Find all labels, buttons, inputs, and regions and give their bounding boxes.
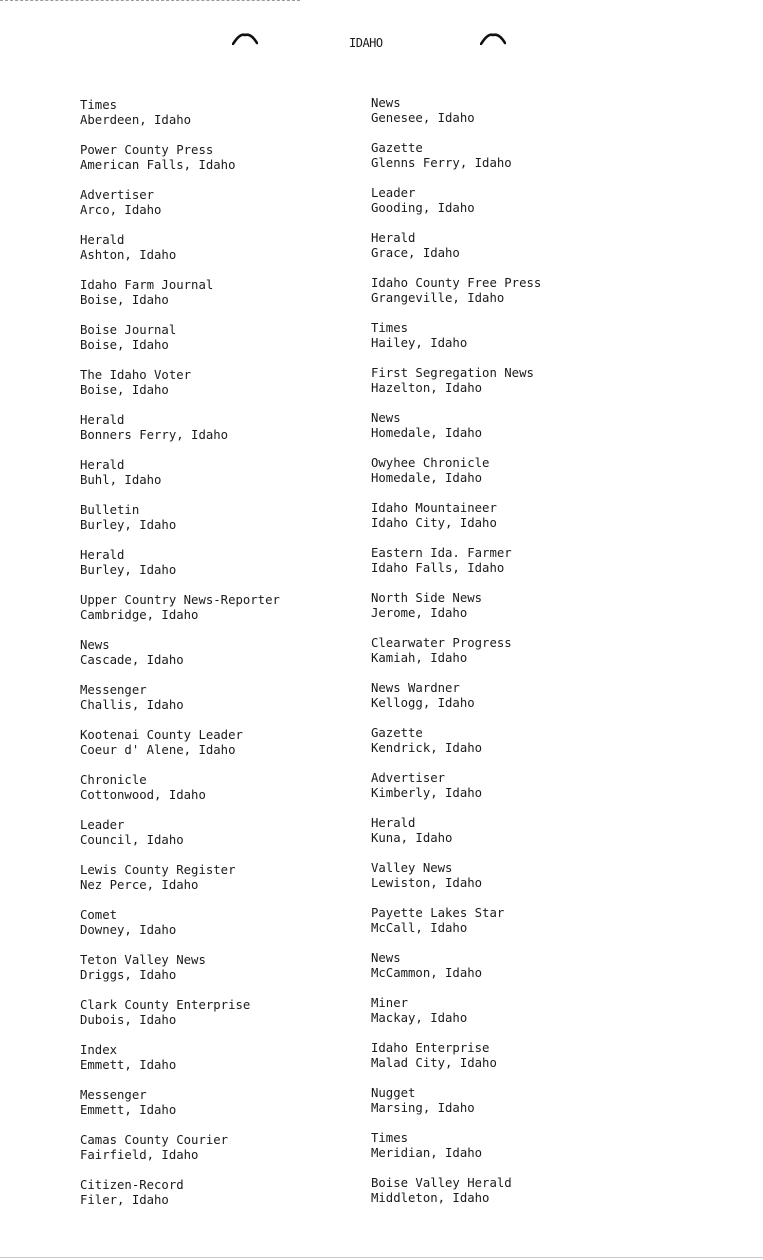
page-title: IDAHO [349,36,383,50]
list-item [371,771,641,816]
list-item [80,413,350,458]
newspaper-location: Council, Idaho [80,833,184,847]
newspaper-name: Camas County Courier [80,1133,229,1147]
list-item [80,683,350,728]
list-item [371,186,641,231]
list-item [80,1043,350,1088]
list-item [80,188,350,233]
newspaper-location: Meridian, Idaho [371,1146,483,1160]
list-item [371,96,641,141]
newspaper-name: Idaho Farm Journal [80,278,214,292]
top-dashed-rule [0,0,300,1]
newspaper-name: Upper Country News-Reporter [80,593,280,607]
list-item [80,98,350,143]
newspaper-location: Fairfield, Idaho [80,1148,199,1162]
newspaper-location: Grangeville, Idaho [371,291,505,305]
newspaper-location: McCall, Idaho [371,921,468,935]
newspaper-name: Advertiser [80,188,155,202]
list-item [371,366,641,411]
newspaper-name: Citizen-Record [80,1178,184,1192]
newspaper-location: Buhl, Idaho [80,473,162,487]
newspaper-name: Idaho County Free Press [371,276,542,290]
list-item [371,231,641,276]
newspaper-location: Dubois, Idaho [80,1013,177,1027]
newspaper-location: Marsing, Idaho [371,1101,475,1115]
newspaper-name: Lewis County Register [80,863,236,877]
list-item [80,863,350,908]
list-item [371,636,641,681]
punch-hole-left-icon [232,33,258,45]
newspaper-name: Herald [80,413,125,427]
newspaper-location: Arco, Idaho [80,203,162,217]
newspaper-name: Nugget [371,1086,416,1100]
newspaper-name: Messenger [80,1088,147,1102]
list-item [80,773,350,818]
list-item [371,861,641,906]
bottom-rule [0,1257,763,1258]
left-column [80,98,350,1223]
newspaper-location: Cottonwood, Idaho [80,788,206,802]
newspaper-location: Nez Perce, Idaho [80,878,199,892]
newspaper-name: Times [80,98,118,112]
newspaper-name: Index [80,1043,118,1057]
list-item [371,276,641,321]
newspaper-location: Genesee, Idaho [371,111,475,125]
newspaper-name: News Wardner [371,681,460,695]
newspaper-location: Kamiah, Idaho [371,651,468,665]
list-item [80,818,350,863]
newspaper-location: Glenns Ferry, Idaho [371,156,512,170]
newspaper-name: Gazette [371,726,423,740]
newspaper-name: Boise Valley Herald [371,1176,512,1190]
list-item [80,458,350,503]
newspaper-name: Eastern Ida. Farmer [371,546,512,560]
newspaper-name: North Side News [371,591,483,605]
list-item [371,141,641,186]
newspaper-location: Downey, Idaho [80,923,177,937]
newspaper-location: Idaho City, Idaho [371,516,497,530]
list-item [80,1178,350,1223]
list-item [371,456,641,501]
list-item [80,728,350,773]
newspaper-location: McCammon, Idaho [371,966,483,980]
newspaper-location: Malad City, Idaho [371,1056,497,1070]
list-item [371,1041,641,1086]
newspaper-location: Coeur d' Alene, Idaho [80,743,236,757]
newspaper-location: Aberdeen, Idaho [80,113,192,127]
newspaper-location: Hailey, Idaho [371,336,468,350]
newspaper-location: Filer, Idaho [80,1193,169,1207]
list-item [371,681,641,726]
list-item [80,1133,350,1178]
list-item [80,998,350,1043]
newspaper-name: Power County Press [80,143,214,157]
newspaper-name: Valley News [371,861,453,875]
newspaper-name: Messenger [80,683,147,697]
list-item [371,816,641,861]
list-item [371,996,641,1041]
newspaper-location: Emmett, Idaho [80,1058,177,1072]
newspaper-location: Idaho Falls, Idaho [371,561,505,575]
list-item [80,278,350,323]
list-item [371,1131,641,1176]
newspaper-location: Homedale, Idaho [371,471,483,485]
newspaper-name: The Idaho Voter [80,368,192,382]
newspaper-name: News [80,638,110,652]
list-item [371,906,641,951]
newspaper-name: Payette Lakes Star [371,906,505,920]
list-item [80,953,350,998]
newspaper-location: Driggs, Idaho [80,968,177,982]
list-item [80,638,350,683]
newspaper-location: Jerome, Idaho [371,606,468,620]
newspaper-name: Gazette [371,141,423,155]
newspaper-location: Burley, Idaho [80,563,177,577]
newspaper-name: Idaho Enterprise [371,1041,490,1055]
newspaper-name: Times [371,1131,409,1145]
newspaper-location: Cambridge, Idaho [80,608,199,622]
newspaper-location: Kuna, Idaho [371,831,453,845]
list-item [80,548,350,593]
list-item [371,726,641,771]
newspaper-name: Idaho Mountaineer [371,501,497,515]
newspaper-location: Hazelton, Idaho [371,381,483,395]
list-item [371,411,641,456]
newspaper-location: Kellogg, Idaho [371,696,475,710]
newspaper-location: Bonners Ferry, Idaho [80,428,229,442]
newspaper-name: News [371,96,401,110]
newspaper-location: Lewiston, Idaho [371,876,483,890]
list-item [80,323,350,368]
newspaper-name: Chronicle [80,773,147,787]
newspaper-location: Grace, Idaho [371,246,460,260]
newspaper-name: Clark County Enterprise [80,998,251,1012]
list-item [80,368,350,413]
newspaper-location: Kendrick, Idaho [371,741,483,755]
newspaper-location: Mackay, Idaho [371,1011,468,1025]
newspaper-name: Leader [371,186,416,200]
newspaper-name: Herald [80,548,125,562]
newspaper-name: Herald [80,458,125,472]
list-item [80,908,350,953]
list-item [371,546,641,591]
list-item [371,1176,641,1221]
list-item [371,1086,641,1131]
newspaper-location: Homedale, Idaho [371,426,483,440]
newspaper-location: Cascade, Idaho [80,653,184,667]
list-item [80,1088,350,1133]
newspaper-name: Comet [80,908,118,922]
right-column [371,96,641,1221]
newspaper-name: Herald [80,233,125,247]
newspaper-location: American Falls, Idaho [80,158,236,172]
newspaper-name: Clearwater Progress [371,636,512,650]
newspaper-location: Gooding, Idaho [371,201,475,215]
list-item [80,143,350,188]
newspaper-name: Leader [80,818,125,832]
newspaper-name: Owyhee Chronicle [371,456,490,470]
newspaper-name: Teton Valley News [80,953,206,967]
punch-hole-right-icon [480,33,506,45]
list-item [80,593,350,638]
list-item [371,501,641,546]
newspaper-location: Burley, Idaho [80,518,177,532]
newspaper-name: Herald [371,816,416,830]
list-item [371,591,641,636]
list-item [80,233,350,278]
list-item [371,321,641,366]
newspaper-name: Herald [371,231,416,245]
newspaper-name: News [371,951,401,965]
newspaper-name: Miner [371,996,409,1010]
newspaper-location: Boise, Idaho [80,338,169,352]
newspaper-location: Middleton, Idaho [371,1191,490,1205]
newspaper-location: Boise, Idaho [80,293,169,307]
newspaper-name: Bulletin [80,503,140,517]
newspaper-location: Emmett, Idaho [80,1103,177,1117]
newspaper-location: Challis, Idaho [80,698,184,712]
newspaper-name: Boise Journal [80,323,177,337]
newspaper-name: Advertiser [371,771,446,785]
newspaper-name: News [371,411,401,425]
newspaper-name: Times [371,321,409,335]
newspaper-location: Boise, Idaho [80,383,169,397]
newspaper-name: Kootenai County Leader [80,728,243,742]
list-item [80,503,350,548]
list-item [371,951,641,996]
newspaper-name: First Segregation News [371,366,534,380]
newspaper-location: Kimberly, Idaho [371,786,483,800]
newspaper-location: Ashton, Idaho [80,248,177,262]
